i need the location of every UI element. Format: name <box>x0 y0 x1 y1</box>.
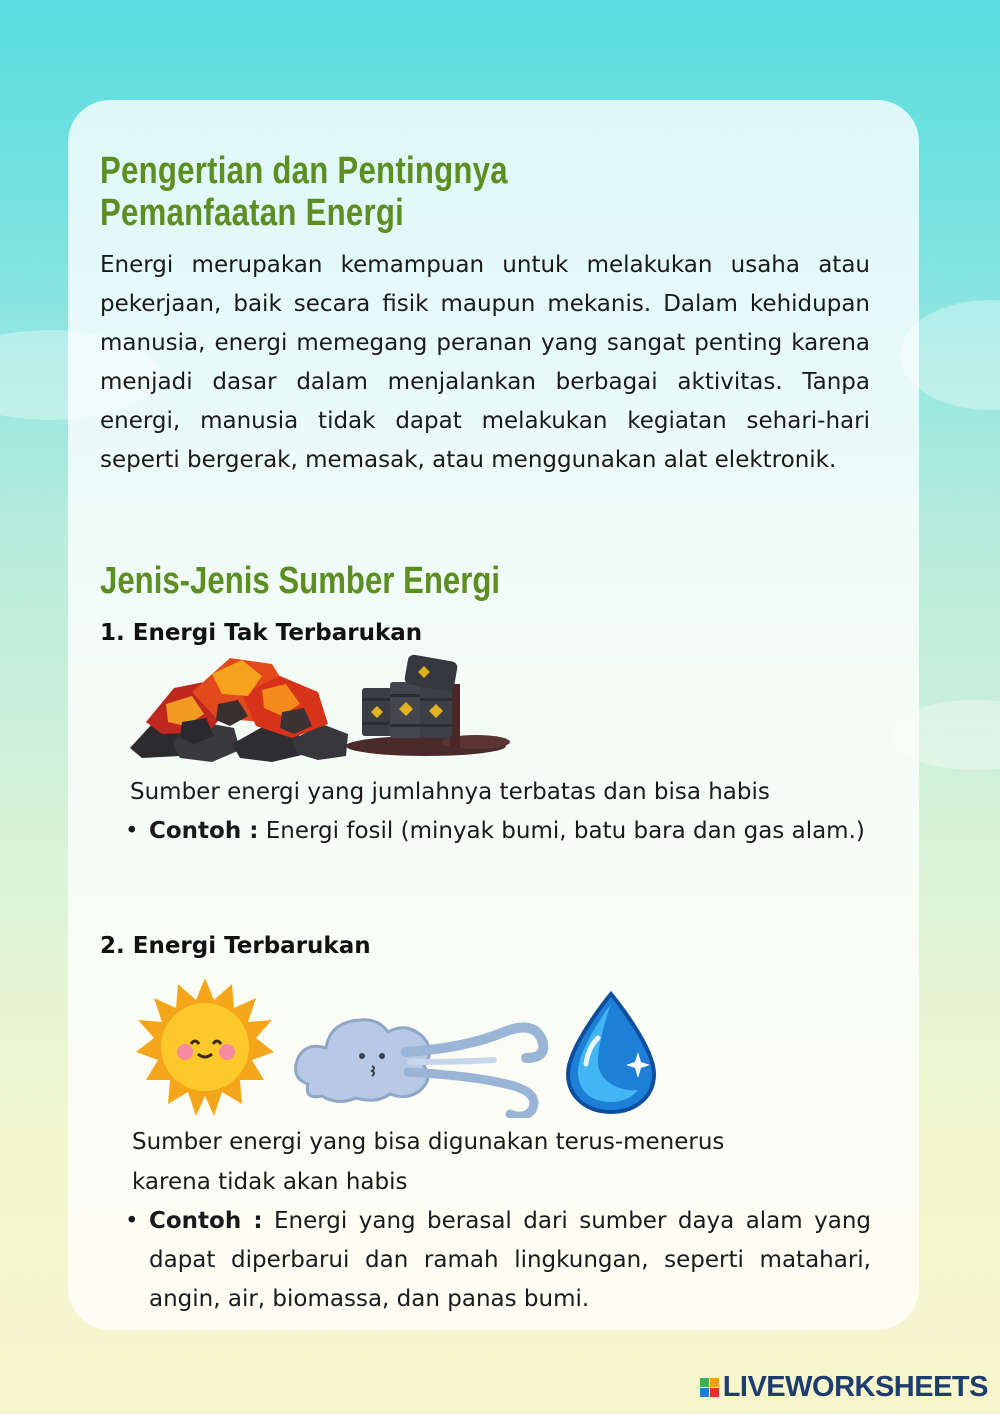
renewable-example <box>125 1202 871 1319</box>
title-line-2: Pemanfaatan Energi <box>100 192 405 234</box>
example-label: Contoh : <box>149 818 259 844</box>
subheading-renewable: 2. Energi Terbarukan <box>100 933 371 959</box>
renewable-description-line-1: Sumber energi yang bisa digunakan terus-menerus <box>132 1129 725 1155</box>
example-text: Energi yang berasal dari sumber daya alam yang dapat diperbarui dan ramah lingkungan, seperti matahari, angin, air, biomassa, dan panas bumi. <box>149 1208 871 1312</box>
title-line-1: Pengertian dan Pentingnya <box>100 150 508 192</box>
wind-cloud-icon <box>288 1006 550 1118</box>
bullet-dot: • <box>125 818 139 844</box>
example-label: Contoh : <box>149 1208 263 1234</box>
liveworksheets-logo[interactable] <box>700 1372 988 1402</box>
renewable-description <box>132 1122 724 1202</box>
bullet-dot: • <box>125 1208 139 1234</box>
subheading-non-renewable: 1. Energi Tak Terbarukan <box>100 620 423 646</box>
brand-name: LIVEWORKSHEETS <box>722 1370 988 1403</box>
intro-paragraph: Energi merupakan kemampuan untuk melakukan usaha atau pekerjaan, baik secara fisik maupun mekanis. Dalam kehidupan manusia, energi memegang peranan yang sangat penting karena menjadi dasar dalam menjalankan berbagai aktivitas. Tanpa energi, manusia tidak dapat melakukan kegiatan sehari-hari seperti bergerak, memasak, atau menggunakan alat elektronik. <box>100 252 870 473</box>
non-renewable-example <box>125 812 871 851</box>
non-renewable-description: Sumber energi yang jumlahnya terbatas dan bisa habis <box>130 779 770 805</box>
renewable-description-line-2: karena tidak akan habis <box>132 1169 408 1195</box>
brand-logo-icon <box>700 1378 719 1397</box>
water-drop-icon <box>562 990 660 1116</box>
section-title-jenis: Jenis-Jenis Sumber Energi <box>100 560 501 602</box>
coal-pile-icon <box>122 652 354 764</box>
sun-icon <box>134 976 276 1118</box>
example-text: Energi fosil (minyak bumi, batu bara dan gas alam.) <box>258 818 865 844</box>
section-title-pengertian <box>100 150 559 234</box>
oil-barrels-icon <box>346 654 516 758</box>
